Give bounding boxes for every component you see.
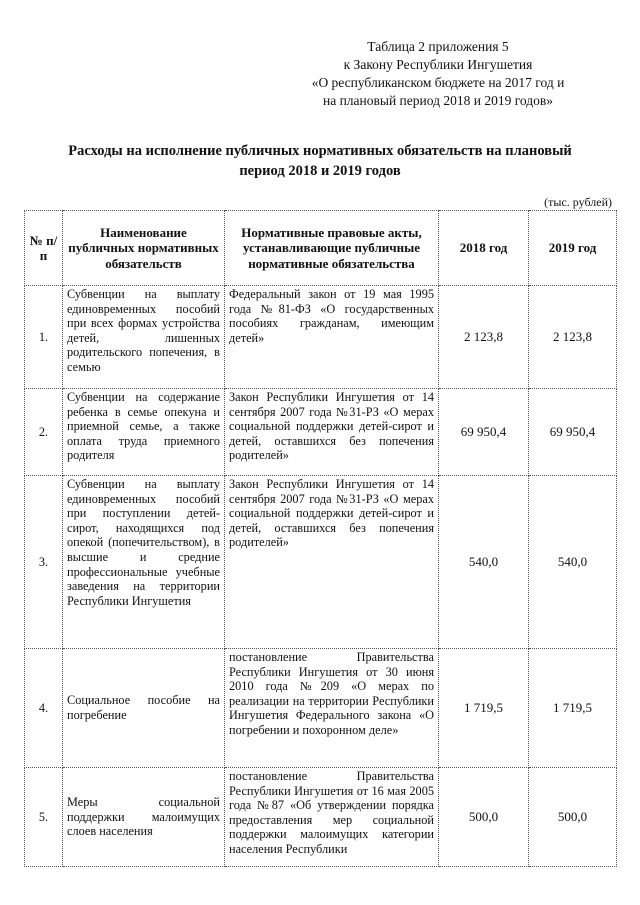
row-2019: 2 123,8 (529, 286, 617, 389)
row-2019: 1 719,5 (529, 649, 617, 768)
row-act: постановление Правительства Республики Ингушетия от 30 июня 2010 года №209 «О мерах по реализации на территории Республики Ингушетия Федерального закона «О погребении и похоронном деле» (225, 649, 439, 768)
header-2019: 2019 год (529, 211, 617, 286)
table-row (25, 389, 617, 476)
row-act: Федеральный закон от 19 мая 1995 года №81-ФЗ «О государственных пособиях гражданам, имеющим детей» (225, 286, 439, 389)
units-note: (тыс. рублей) (544, 195, 612, 209)
row-2018: 1 719,5 (439, 649, 529, 768)
header-name: Наименование публичных нормативных обязательств (63, 211, 225, 286)
row-num: 5. (25, 768, 63, 867)
table-row (25, 286, 617, 389)
row-2019: 540,0 (529, 476, 617, 649)
header-line-1: Таблица 2 приложения 5 (367, 39, 509, 54)
table-row (25, 768, 617, 867)
table-row (25, 476, 617, 649)
row-num: 3. (25, 476, 63, 649)
header-line-4: на плановый период 2018 и 2019 годов» (322, 93, 553, 108)
row-act: Закон Республики Ингушетия от 14 сентября 2007 года №31-РЗ «О мерах социальной поддержки детей-сирот и детей, оставшихся без попечения родителей» (225, 476, 439, 649)
table-row (25, 649, 617, 768)
row-name: Социальное пособие на погребение (63, 649, 225, 768)
row-2019: 69 950,4 (529, 389, 617, 476)
row-num: 4. (25, 649, 63, 768)
row-name: Меры социальной поддержки малоимущих слоев населения (63, 768, 225, 867)
row-num: 1. (25, 286, 63, 389)
row-name: Субвенции на содержание ребенка в семье опекуна и приемной семье, а также оплата труда приемного родителя (63, 389, 225, 476)
row-act: Закон Республики Ингушетия от 14 сентября 2007 года №31-РЗ «О мерах социальной поддержки детей-сирот и детей, оставшихся без попечения родителей» (225, 389, 439, 476)
header-line-2: к Закону Республики Ингушетия (343, 57, 533, 72)
row-name: Субвенции на выплату единовременных пособий при поступлении детей-сирот, находящихся под опекой (попечительством), в высшие и средние профессиональные учебные заведения на территории Республики Ингушетия (63, 476, 225, 649)
row-num: 2. (25, 389, 63, 476)
header-acts: Нормативные правовые акты, устанавливающие публичные нормативные обязательства (225, 211, 439, 286)
title-line-1: Расходы на исполнение публичных нормативных обязательств на плановый (68, 143, 572, 159)
table-header-row (25, 211, 617, 286)
row-2018: 2 123,8 (439, 286, 529, 389)
header-line-3: «О республиканском бюджете на 2017 год и (311, 75, 565, 90)
obligations-table (24, 210, 617, 867)
row-2018: 500,0 (439, 768, 529, 867)
row-name: Субвенции на выплату единовременных пособий при всех формах устройства детей, лишенных родительского попечения, в семью (63, 286, 225, 389)
row-act-cell (225, 768, 439, 867)
row-act: постановление Правительства Республики Ингушетия от 16 мая 2005 года №87 «Об утверждении порядка предоставления мер социальной поддержки малоимущих категории населения Республики (229, 769, 434, 856)
header-2018: 2018 год (439, 211, 529, 286)
row-2018: 540,0 (439, 476, 529, 649)
row-2018: 69 950,4 (439, 389, 529, 476)
header-num: № п/п (25, 211, 63, 286)
row-2019: 500,0 (529, 768, 617, 867)
title-line-2: период 2018 и 2019 годов (239, 163, 401, 179)
appendix-header (288, 38, 588, 110)
document-title (40, 141, 600, 181)
